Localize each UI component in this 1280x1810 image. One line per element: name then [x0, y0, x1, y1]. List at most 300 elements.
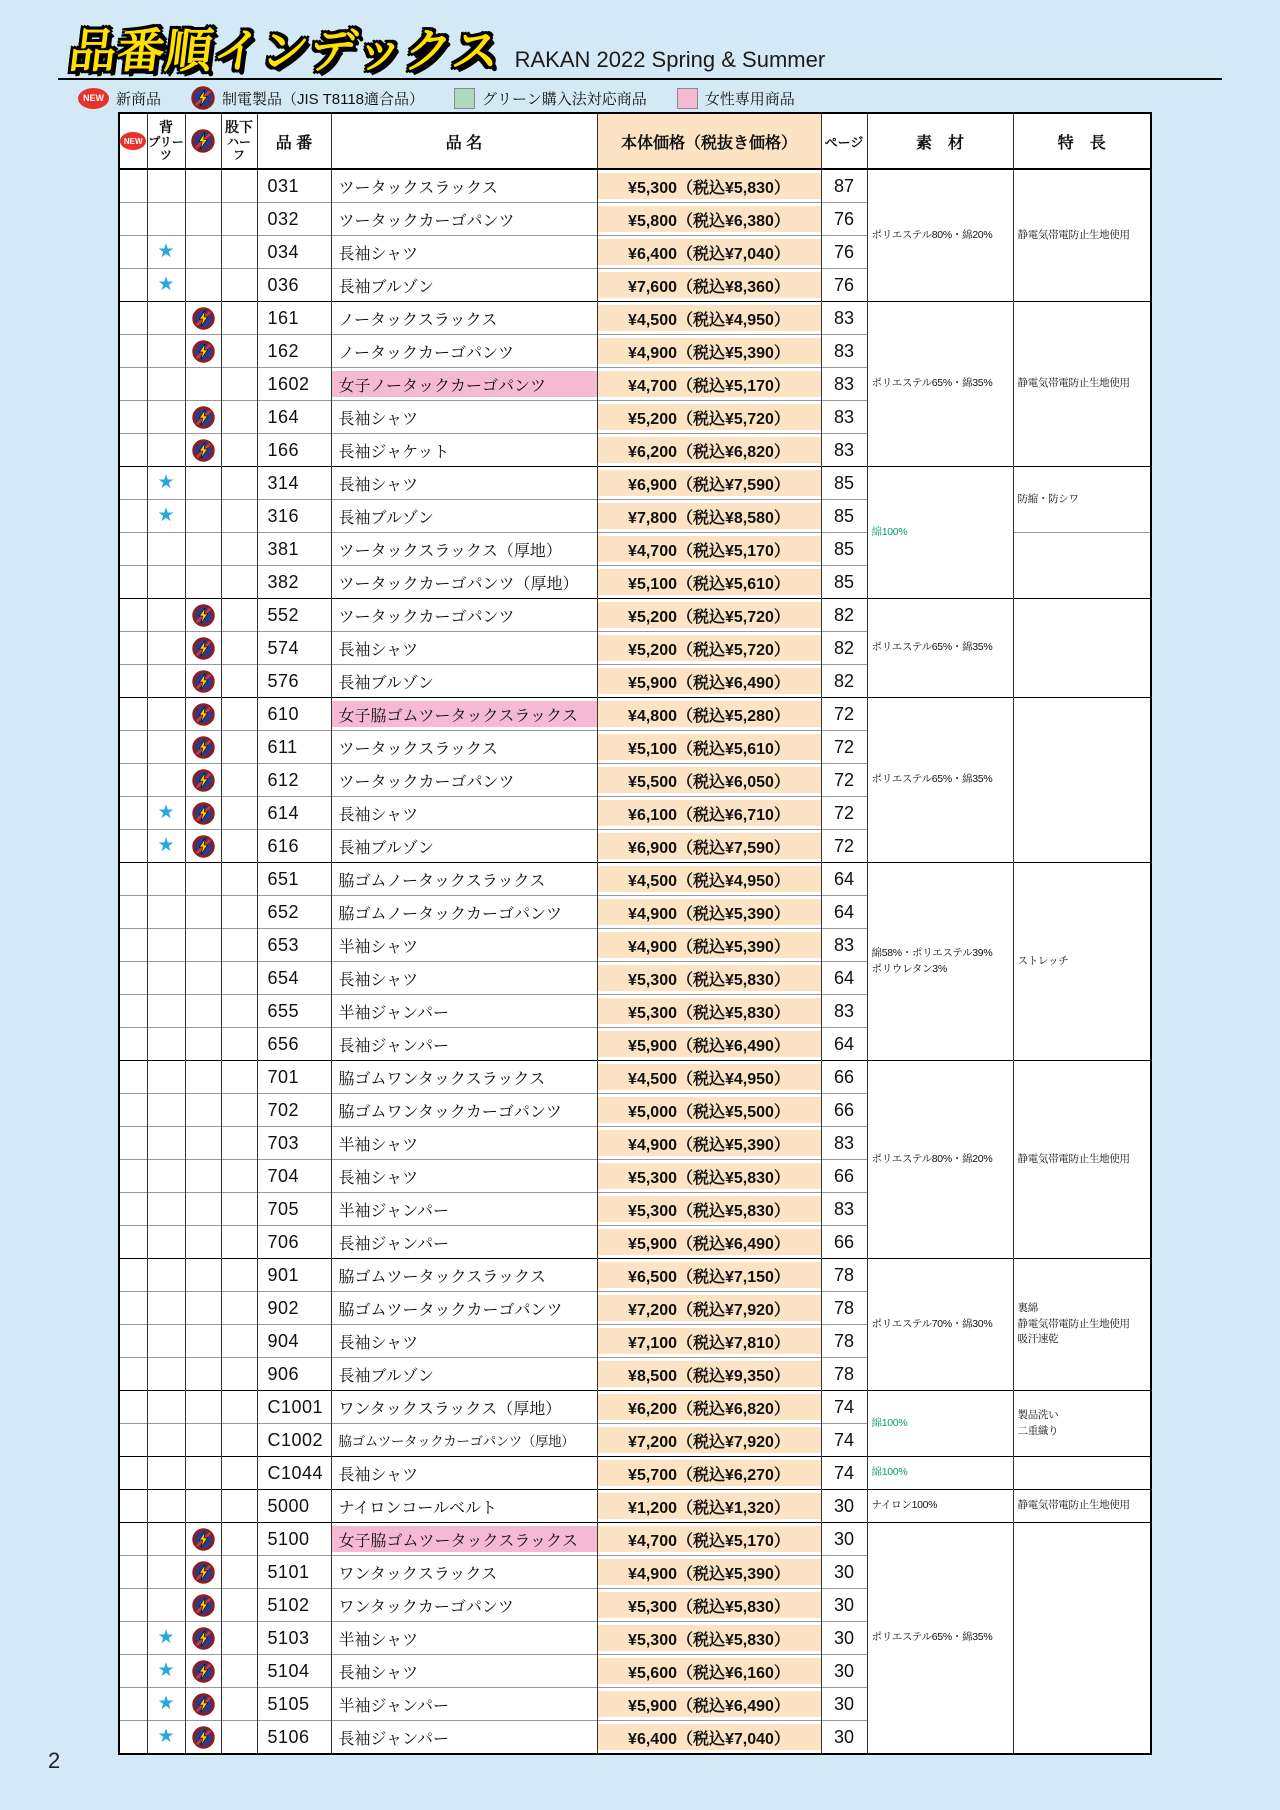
- cell-new: [119, 1160, 147, 1193]
- cell-antistatic: [185, 929, 221, 962]
- cell-inseam-half: [221, 1622, 257, 1655]
- cell-product-name: [331, 1424, 597, 1457]
- cell-inseam-half: [221, 599, 257, 632]
- antistatic-mark-icon: [192, 835, 215, 858]
- cell-product-name: [331, 863, 597, 896]
- product-name-text: 長袖ブルゾン: [338, 1367, 434, 1385]
- cell-product-name: [331, 1721, 597, 1755]
- product-row: [119, 698, 1151, 731]
- product-row: [119, 467, 1151, 500]
- cell-price: [597, 566, 821, 599]
- cell-price: [597, 1358, 821, 1391]
- cell-product-number: 5106: [257, 1721, 331, 1755]
- legend-item-women: [677, 88, 795, 109]
- cell-inseam-half: [221, 1325, 257, 1358]
- price-text: ¥1,200（税込¥1,320）: [598, 1493, 821, 1519]
- price-text: ¥6,400（税込¥7,040）: [598, 239, 821, 265]
- cell-new: [119, 1622, 147, 1655]
- star-icon: ★: [157, 472, 175, 493]
- cell-inseam-half: [221, 863, 257, 896]
- price-text: ¥4,900（税込¥5,390）: [598, 1130, 821, 1156]
- cell-new: [119, 632, 147, 665]
- cell-back-pleats: [147, 1622, 185, 1655]
- cell-new: [119, 929, 147, 962]
- price-text: ¥6,900（税込¥7,590）: [598, 833, 821, 859]
- price-text: ¥5,300（税込¥5,830）: [598, 1196, 821, 1222]
- price-text: ¥4,700（税込¥5,170）: [598, 371, 821, 397]
- price-text: ¥4,900（税込¥5,390）: [598, 899, 821, 925]
- cell-page: 30: [821, 1721, 867, 1755]
- cell-back-pleats: [147, 1721, 185, 1755]
- cell-price: [597, 434, 821, 467]
- cell-product-number: 902: [257, 1292, 331, 1325]
- cell-material: ポリエステル80%・綿20%: [867, 1061, 1013, 1259]
- cell-new: [119, 797, 147, 830]
- product-row: [119, 863, 1151, 896]
- star-icon: ★: [157, 802, 175, 823]
- cell-price: [597, 1292, 821, 1325]
- cell-price: [597, 236, 821, 269]
- cell-product-name: [331, 1094, 597, 1127]
- price-text: ¥5,200（税込¥5,720）: [598, 404, 821, 430]
- cell-new: [119, 599, 147, 632]
- cell-product-number: 552: [257, 599, 331, 632]
- product-name-text: ナイロンコールベルト: [338, 1499, 498, 1517]
- cell-material: ポリエステル65%・綿35%: [867, 302, 1013, 467]
- cell-inseam-half: [221, 1127, 257, 1160]
- cell-price: [597, 1391, 821, 1424]
- product-name-text: ツータックスラックス: [338, 740, 498, 758]
- cell-inseam-half: [221, 830, 257, 863]
- cell-new: [119, 896, 147, 929]
- cell-antistatic: [185, 1655, 221, 1688]
- cell-price: [597, 1028, 821, 1061]
- product-name-text: 長袖シャツ: [338, 1466, 419, 1484]
- cell-back-pleats: [147, 434, 185, 467]
- cell-new: [119, 533, 147, 566]
- cell-price: [597, 764, 821, 797]
- page-header: [66, 14, 826, 81]
- antistatic-mark-icon: [192, 1726, 215, 1749]
- header-antistatic: [185, 113, 221, 169]
- cell-page: 72: [821, 764, 867, 797]
- cell-new: [119, 1226, 147, 1259]
- cell-inseam-half: [221, 401, 257, 434]
- product-row: [119, 1457, 1151, 1490]
- cell-product-number: 655: [257, 995, 331, 1028]
- cell-product-number: C1001: [257, 1391, 331, 1424]
- cell-inseam-half: [221, 1028, 257, 1061]
- price-text: ¥4,500（税込¥4,950）: [598, 1064, 821, 1090]
- cell-product-name: [331, 1457, 597, 1490]
- product-row: [119, 1523, 1151, 1556]
- cell-antistatic: [185, 731, 221, 764]
- cell-product-name: [331, 236, 597, 269]
- cell-product-number: 654: [257, 962, 331, 995]
- cell-product-number: 651: [257, 863, 331, 896]
- cell-price: [597, 896, 821, 929]
- cell-page: 83: [821, 1193, 867, 1226]
- cell-antistatic: [185, 1292, 221, 1325]
- antistatic-mark-icon: [192, 670, 215, 693]
- cell-product-name: [331, 1325, 597, 1358]
- cell-price: [597, 1424, 821, 1457]
- price-text: ¥4,900（税込¥5,390）: [598, 932, 821, 958]
- cell-inseam-half: [221, 962, 257, 995]
- legend: [78, 86, 825, 110]
- cell-product-number: 703: [257, 1127, 331, 1160]
- header-new: [119, 113, 147, 169]
- cell-back-pleats: [147, 1490, 185, 1523]
- cell-material: 綿100%: [867, 1457, 1013, 1490]
- cell-material: ナイロン100%: [867, 1490, 1013, 1523]
- cell-inseam-half: [221, 169, 257, 203]
- cell-page: 74: [821, 1424, 867, 1457]
- cell-product-name: [331, 1688, 597, 1721]
- cell-antistatic: [185, 302, 221, 335]
- cell-page: 82: [821, 632, 867, 665]
- cell-product-number: 036: [257, 269, 331, 302]
- price-text: ¥5,900（税込¥6,490）: [598, 1691, 821, 1717]
- cell-product-name: [331, 1226, 597, 1259]
- price-text: ¥6,400（税込¥7,040）: [598, 1724, 821, 1750]
- cell-product-name: [331, 1358, 597, 1391]
- cell-new: [119, 401, 147, 434]
- product-name-text: 半袖ジャンパー: [338, 1004, 450, 1022]
- cell-inseam-half: [221, 203, 257, 236]
- cell-page: 85: [821, 500, 867, 533]
- cell-product-number: 904: [257, 1325, 331, 1358]
- product-name-text: 長袖シャツ: [338, 410, 419, 428]
- cell-inseam-half: [221, 995, 257, 1028]
- antistatic-mark-icon: [192, 802, 215, 825]
- cell-price: [597, 962, 821, 995]
- cell-product-name: [331, 368, 597, 401]
- cell-back-pleats: [147, 401, 185, 434]
- cell-product-number: 612: [257, 764, 331, 797]
- header-feature: 特 長: [1013, 113, 1151, 169]
- cell-inseam-half: [221, 1061, 257, 1094]
- cell-feature: 静電気帯電防止生地使用: [1013, 1490, 1151, 1523]
- cell-feature: [1013, 698, 1151, 863]
- product-name-text: ワンタックカーゴパンツ: [338, 1598, 514, 1616]
- price-text: ¥4,500（税込¥4,950）: [598, 305, 821, 331]
- cell-inseam-half: [221, 1226, 257, 1259]
- cell-inseam-half: [221, 1457, 257, 1490]
- cell-antistatic: [185, 533, 221, 566]
- cell-back-pleats: [147, 1391, 185, 1424]
- cell-back-pleats: [147, 1457, 185, 1490]
- cell-back-pleats: [147, 1061, 185, 1094]
- cell-product-name: [331, 269, 597, 302]
- header-material: 素 材: [867, 113, 1013, 169]
- cell-back-pleats: [147, 1094, 185, 1127]
- product-name-text: 長袖シャツ: [338, 245, 419, 263]
- product-index-table: [118, 112, 1152, 1755]
- cell-new: [119, 1292, 147, 1325]
- cell-price: [597, 500, 821, 533]
- cell-price: [597, 599, 821, 632]
- cell-price: [597, 1622, 821, 1655]
- cell-product-name: [331, 731, 597, 764]
- cell-product-name: [331, 335, 597, 368]
- product-name-text: ツータックスラックス（厚地）: [338, 542, 562, 560]
- product-name-text: 半袖シャツ: [338, 1136, 419, 1154]
- product-name-text: 長袖ジャンパー: [338, 1037, 450, 1055]
- cell-page: 83: [821, 302, 867, 335]
- cell-material: ポリエステル80%・綿20%: [867, 169, 1013, 302]
- cell-product-number: 576: [257, 665, 331, 698]
- cell-price: [597, 1721, 821, 1755]
- header-product-number: 品 番: [257, 113, 331, 169]
- cell-inseam-half: [221, 665, 257, 698]
- cell-antistatic: [185, 566, 221, 599]
- cell-feature: 静電気帯電防止生地使用: [1013, 302, 1151, 467]
- cell-page: 30: [821, 1556, 867, 1589]
- cell-new: [119, 1391, 147, 1424]
- cell-material: 綿100%: [867, 1391, 1013, 1457]
- cell-product-name: [331, 1028, 597, 1061]
- cell-inseam-half: [221, 302, 257, 335]
- legend-item-new: [78, 88, 161, 109]
- cell-new: [119, 1127, 147, 1160]
- cell-product-name: [331, 1160, 597, 1193]
- cell-back-pleats: [147, 1226, 185, 1259]
- cell-product-name: [331, 929, 597, 962]
- product-name-text: ノータックカーゴパンツ: [338, 344, 515, 362]
- cell-page: 78: [821, 1325, 867, 1358]
- cell-product-name: [331, 401, 597, 434]
- cell-product-name: [331, 302, 597, 335]
- cell-page: 76: [821, 236, 867, 269]
- cell-page: 78: [821, 1358, 867, 1391]
- cell-page: 82: [821, 665, 867, 698]
- product-name-text: 長袖シャツ: [338, 971, 419, 989]
- cell-product-number: 034: [257, 236, 331, 269]
- cell-new: [119, 566, 147, 599]
- cell-back-pleats: [147, 302, 185, 335]
- star-icon: ★: [157, 1660, 175, 1681]
- product-name-text: ツータックスラックス: [338, 179, 498, 197]
- cell-back-pleats: [147, 797, 185, 830]
- cell-product-number: 5105: [257, 1688, 331, 1721]
- cell-inseam-half: [221, 236, 257, 269]
- cell-product-name: [331, 1061, 597, 1094]
- cell-back-pleats: [147, 698, 185, 731]
- cell-antistatic: [185, 1424, 221, 1457]
- star-icon: ★: [157, 274, 175, 295]
- cell-new: [119, 962, 147, 995]
- cell-page: 85: [821, 533, 867, 566]
- cell-antistatic: [185, 1160, 221, 1193]
- product-row: [119, 169, 1151, 203]
- cell-price: [597, 1556, 821, 1589]
- cell-new: [119, 434, 147, 467]
- product-name-text: ツータックカーゴパンツ: [338, 608, 515, 626]
- cell-page: 30: [821, 1655, 867, 1688]
- cell-new: [119, 731, 147, 764]
- cell-new: [119, 1325, 147, 1358]
- cell-product-name: [331, 203, 597, 236]
- cell-new: [119, 830, 147, 863]
- cell-inseam-half: [221, 335, 257, 368]
- cell-new: [119, 1259, 147, 1292]
- product-name-text: ツータックカーゴパンツ: [338, 773, 515, 791]
- product-name-text: 脇ゴムツータックカーゴパンツ（厚地）: [338, 1434, 575, 1449]
- cell-back-pleats: [147, 632, 185, 665]
- product-row: [119, 302, 1151, 335]
- cell-back-pleats: [147, 203, 185, 236]
- cell-inseam-half: [221, 698, 257, 731]
- cell-page: 87: [821, 169, 867, 203]
- cell-antistatic: [185, 401, 221, 434]
- cell-price: [597, 269, 821, 302]
- cell-antistatic: [185, 665, 221, 698]
- cell-price: [597, 1259, 821, 1292]
- cell-inseam-half: [221, 1193, 257, 1226]
- antistatic-mark-icon: [192, 1660, 215, 1683]
- cell-inseam-half: [221, 434, 257, 467]
- cell-product-number: 166: [257, 434, 331, 467]
- cell-price: [597, 929, 821, 962]
- cell-inseam-half: [221, 1094, 257, 1127]
- cell-antistatic: [185, 1193, 221, 1226]
- cell-product-name: [331, 1589, 597, 1622]
- cell-product-name: [331, 169, 597, 203]
- cell-price: [597, 302, 821, 335]
- cell-product-name: [331, 1127, 597, 1160]
- cell-product-number: 704: [257, 1160, 331, 1193]
- cell-antistatic: [185, 203, 221, 236]
- green-square-icon: [454, 88, 475, 109]
- cell-antistatic: [185, 335, 221, 368]
- cell-page: 83: [821, 995, 867, 1028]
- antistatic-mark-icon: [192, 1528, 215, 1551]
- price-text: ¥8,500（税込¥9,350）: [598, 1361, 821, 1387]
- cell-price: [597, 995, 821, 1028]
- cell-price: [597, 1325, 821, 1358]
- product-row: [119, 1061, 1151, 1094]
- cell-product-number: 656: [257, 1028, 331, 1061]
- cell-antistatic: [185, 995, 221, 1028]
- cell-inseam-half: [221, 368, 257, 401]
- cell-back-pleats: [147, 1688, 185, 1721]
- cell-product-name: [331, 764, 597, 797]
- cell-page: 30: [821, 1490, 867, 1523]
- cell-back-pleats: [147, 467, 185, 500]
- cell-new: [119, 698, 147, 731]
- antistatic-mark-icon: [192, 703, 215, 726]
- antistatic-mark-icon: [191, 86, 215, 110]
- header-back-pleats: 背 プリーツ: [147, 113, 185, 169]
- product-name-text: 長袖ブルゾン: [338, 509, 434, 527]
- antistatic-mark-icon: [192, 1693, 215, 1716]
- cell-new: [119, 665, 147, 698]
- cell-page: 72: [821, 830, 867, 863]
- cell-page: 83: [821, 401, 867, 434]
- cell-new: [119, 764, 147, 797]
- cell-page: 30: [821, 1589, 867, 1622]
- cell-product-number: 5102: [257, 1589, 331, 1622]
- cell-product-number: C1044: [257, 1457, 331, 1490]
- cell-price: [597, 797, 821, 830]
- page-title: 品番順インデックス: [66, 24, 504, 77]
- cell-antistatic: [185, 1226, 221, 1259]
- price-text: ¥5,900（税込¥6,490）: [598, 1031, 821, 1057]
- cell-price: [597, 1193, 821, 1226]
- star-icon: ★: [157, 1693, 175, 1714]
- price-text: ¥6,200（税込¥6,820）: [598, 437, 821, 463]
- price-text: ¥4,900（税込¥5,390）: [598, 1559, 821, 1585]
- cell-back-pleats: [147, 169, 185, 203]
- cell-inseam-half: [221, 764, 257, 797]
- product-name-text: ツータックカーゴパンツ: [338, 212, 515, 230]
- price-text: ¥5,100（税込¥5,610）: [598, 569, 821, 595]
- legend-item-antistatic: [191, 86, 424, 110]
- cell-product-name: [331, 797, 597, 830]
- product-name-text: 長袖シャツ: [338, 806, 419, 824]
- cell-product-name: [331, 698, 597, 731]
- cell-product-name: [331, 467, 597, 500]
- legend-label: 制電製品（JIS T8118適合品）: [222, 90, 425, 108]
- product-name-text: 長袖シャツ: [338, 641, 419, 659]
- cell-product-number: 5101: [257, 1556, 331, 1589]
- cell-page: 72: [821, 797, 867, 830]
- cell-price: [597, 1490, 821, 1523]
- price-text: ¥7,800（税込¥8,580）: [598, 503, 821, 529]
- cell-new: [119, 500, 147, 533]
- pink-square-icon: [677, 88, 698, 109]
- cell-antistatic: [185, 1358, 221, 1391]
- price-text: ¥5,200（税込¥5,720）: [598, 635, 821, 661]
- cell-antistatic: [185, 269, 221, 302]
- cell-product-name: [331, 434, 597, 467]
- cell-product-number: 382: [257, 566, 331, 599]
- cell-product-name: [331, 500, 597, 533]
- product-name-text: 長袖ブルゾン: [338, 278, 434, 296]
- antistatic-mark-icon: [192, 1627, 215, 1650]
- price-text: ¥6,900（税込¥7,590）: [598, 470, 821, 496]
- antistatic-mark-icon: [192, 637, 215, 660]
- star-icon: ★: [157, 505, 175, 526]
- product-name-text: 長袖シャツ: [338, 1334, 419, 1352]
- cell-product-number: 901: [257, 1259, 331, 1292]
- cell-back-pleats: [147, 731, 185, 764]
- cell-antistatic: [185, 896, 221, 929]
- cell-new: [119, 1523, 147, 1556]
- cell-antistatic: [185, 1061, 221, 1094]
- product-name-text: ツータックカーゴパンツ（厚地）: [338, 575, 579, 593]
- antistatic-mark-icon: [192, 406, 215, 429]
- price-text: ¥5,300（税込¥5,830）: [598, 965, 821, 991]
- product-name-text: 長袖ブルゾン: [338, 674, 434, 692]
- price-text: ¥5,600（税込¥6,160）: [598, 1658, 821, 1684]
- price-text: ¥4,900（税込¥5,390）: [598, 338, 821, 364]
- cell-page: 30: [821, 1622, 867, 1655]
- cell-product-number: 652: [257, 896, 331, 929]
- cell-back-pleats: [147, 566, 185, 599]
- cell-price: [597, 1061, 821, 1094]
- cell-feature: [1013, 533, 1151, 599]
- cell-antistatic: [185, 1127, 221, 1160]
- cell-price: [597, 368, 821, 401]
- cell-product-name: [331, 830, 597, 863]
- product-row: [119, 599, 1151, 632]
- cell-inseam-half: [221, 1655, 257, 1688]
- cell-feature: 静電気帯電防止生地使用: [1013, 1061, 1151, 1259]
- cell-antistatic: [185, 1325, 221, 1358]
- cell-product-number: 5104: [257, 1655, 331, 1688]
